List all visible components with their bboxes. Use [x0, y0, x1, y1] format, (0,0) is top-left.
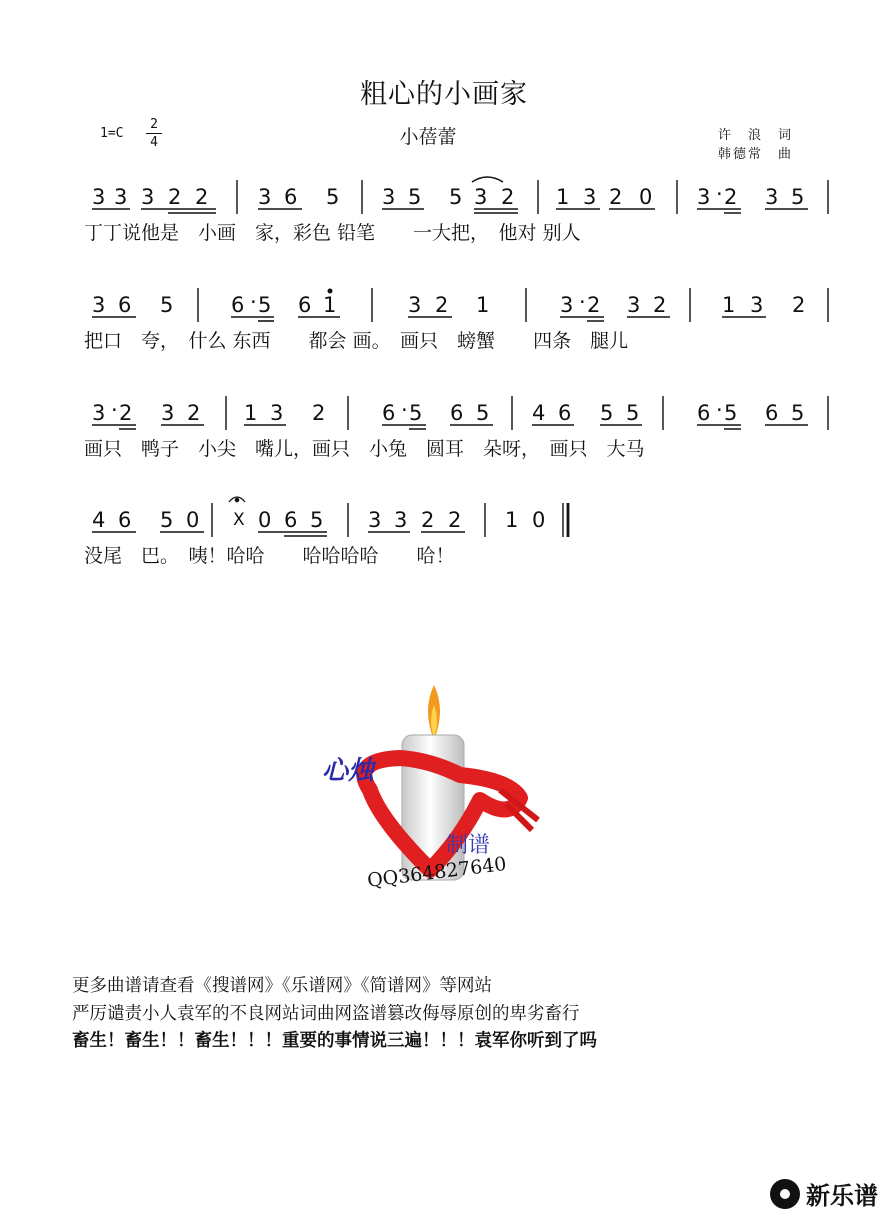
svg-text:1: 1	[244, 401, 258, 425]
svg-text:3: 3	[583, 185, 597, 209]
svg-text:2: 2	[168, 185, 182, 209]
system-3-beams	[92, 425, 808, 429]
system-4-beams	[92, 497, 465, 536]
svg-text:6: 6	[765, 401, 779, 425]
svg-text:3: 3	[394, 508, 408, 532]
svg-text:2: 2	[312, 401, 326, 425]
lyrics-line-4: 没尾 巴。 咦！哈哈 哈哈哈哈 哈！	[84, 545, 455, 567]
svg-text:5: 5	[724, 401, 738, 425]
svg-text:0: 0	[258, 508, 272, 532]
svg-text:5: 5	[310, 508, 324, 532]
svg-text:1: 1	[323, 293, 337, 317]
svg-text:1: 1	[505, 508, 519, 532]
svg-text:5: 5	[409, 401, 423, 425]
lyrics-line-3: 画只 鸭子 小尖 嘴儿，画只 小兔 圆耳 朵呀， 画只 大马	[84, 438, 645, 460]
svg-text:3: 3	[765, 185, 779, 209]
svg-text:3: 3	[92, 185, 106, 209]
svg-text:3: 3	[697, 185, 711, 209]
svg-text:1: 1	[476, 293, 490, 317]
svg-text:5: 5	[160, 508, 174, 532]
svg-text:6: 6	[298, 293, 312, 317]
watermark-name: 心烛	[322, 756, 375, 786]
svg-text:5: 5	[476, 401, 490, 425]
svg-text:6: 6	[697, 401, 711, 425]
svg-text:2: 2	[609, 185, 623, 209]
svg-text:3: 3	[161, 401, 175, 425]
composer-credit: 韩德常 曲	[718, 147, 794, 162]
svg-text:0: 0	[186, 508, 200, 532]
svg-text:X: X	[233, 510, 245, 530]
system-2-beams	[92, 317, 766, 321]
svg-text:6: 6	[558, 401, 572, 425]
svg-text:5: 5	[326, 185, 340, 209]
svg-text:2: 2	[724, 185, 738, 209]
svg-text:2: 2	[195, 185, 209, 209]
svg-text:4: 4	[92, 508, 106, 532]
time-signature-top: 2	[150, 117, 158, 132]
svg-text:·: ·	[401, 398, 408, 422]
key-signature: 1=C	[100, 126, 124, 141]
system-4-notes	[92, 508, 545, 532]
svg-text:2: 2	[501, 185, 515, 209]
svg-text:0: 0	[639, 185, 653, 209]
svg-text:·: ·	[579, 290, 586, 314]
svg-text:5: 5	[160, 293, 174, 317]
footer-line-3: 畜生！畜生！！畜生！！！重要的事情说三遍！！！袁军你听到了吗	[72, 1031, 597, 1051]
svg-text:·: ·	[250, 290, 257, 314]
svg-text:6: 6	[118, 293, 132, 317]
svg-text:·: ·	[716, 398, 723, 422]
footer-line-2: 严厉谴责小人袁军的不良网站词曲网盗谱篡改侮辱原创的卑劣畜行	[72, 1004, 580, 1024]
svg-text:3: 3	[141, 185, 155, 209]
svg-text:2: 2	[448, 508, 462, 532]
svg-text:6: 6	[284, 508, 298, 532]
svg-text:2: 2	[435, 293, 449, 317]
svg-text:4: 4	[532, 401, 546, 425]
svg-text:2: 2	[587, 293, 601, 317]
watermark-contact: QQ364827640	[366, 852, 508, 892]
svg-text:6: 6	[450, 401, 464, 425]
svg-text:3: 3	[258, 185, 272, 209]
svg-text:5: 5	[626, 401, 640, 425]
svg-text:2: 2	[421, 508, 435, 532]
brand-name: 新乐谱	[806, 1182, 878, 1210]
svg-text:2: 2	[187, 401, 201, 425]
svg-text:3: 3	[750, 293, 764, 317]
performer: 小蓓蕾	[399, 126, 457, 148]
svg-text:5: 5	[791, 185, 805, 209]
svg-text:6: 6	[284, 185, 298, 209]
svg-text:3: 3	[627, 293, 641, 317]
svg-text:·: ·	[716, 182, 723, 206]
song-title: 粗心的小画家	[360, 79, 528, 110]
record-icon	[770, 1179, 800, 1209]
svg-text:6: 6	[118, 508, 132, 532]
footer-line-1: 更多曲谱请查看《搜谱网》《乐谱网》《简谱网》等网站	[72, 976, 492, 996]
svg-text:3: 3	[368, 508, 382, 532]
svg-text:3: 3	[114, 185, 128, 209]
lyricist-credit: 许 浪 词	[718, 128, 794, 143]
system-2-notes	[92, 290, 805, 317]
svg-text:6: 6	[231, 293, 245, 317]
system-3-notes	[92, 398, 804, 425]
lyrics-line-2: 把口 夸， 什么 东西 都会 画。 画只 螃蟹 四条 腿儿	[84, 330, 629, 352]
lyrics-line-1: 丁丁说他是 小画 家，彩色 铅笔 一大把， 他对 别人	[84, 222, 581, 244]
svg-text:2: 2	[119, 401, 133, 425]
svg-text:5: 5	[258, 293, 272, 317]
svg-text:3: 3	[408, 293, 422, 317]
score-notation	[0, 0, 888, 600]
svg-text:5: 5	[600, 401, 614, 425]
svg-text:2: 2	[792, 293, 806, 317]
high-octave-dot	[328, 289, 332, 293]
svg-text:3: 3	[474, 185, 488, 209]
svg-text:6: 6	[382, 401, 396, 425]
svg-text:0: 0	[532, 508, 546, 532]
svg-text:3: 3	[92, 293, 106, 317]
svg-text:3: 3	[92, 401, 106, 425]
svg-text:5: 5	[791, 401, 805, 425]
svg-text:1: 1	[556, 185, 570, 209]
watermark-made: 制谱	[446, 833, 491, 858]
brand-logo	[770, 1176, 878, 1211]
svg-text:·: ·	[111, 398, 118, 422]
svg-text:2: 2	[653, 293, 667, 317]
svg-text:3: 3	[270, 401, 284, 425]
svg-text:3: 3	[560, 293, 574, 317]
system-1-notes	[92, 182, 804, 209]
svg-text:5: 5	[408, 185, 422, 209]
svg-text:1: 1	[722, 293, 736, 317]
svg-text:5: 5	[449, 185, 463, 209]
time-signature-bottom: 4	[146, 133, 162, 151]
svg-text:3: 3	[382, 185, 396, 209]
